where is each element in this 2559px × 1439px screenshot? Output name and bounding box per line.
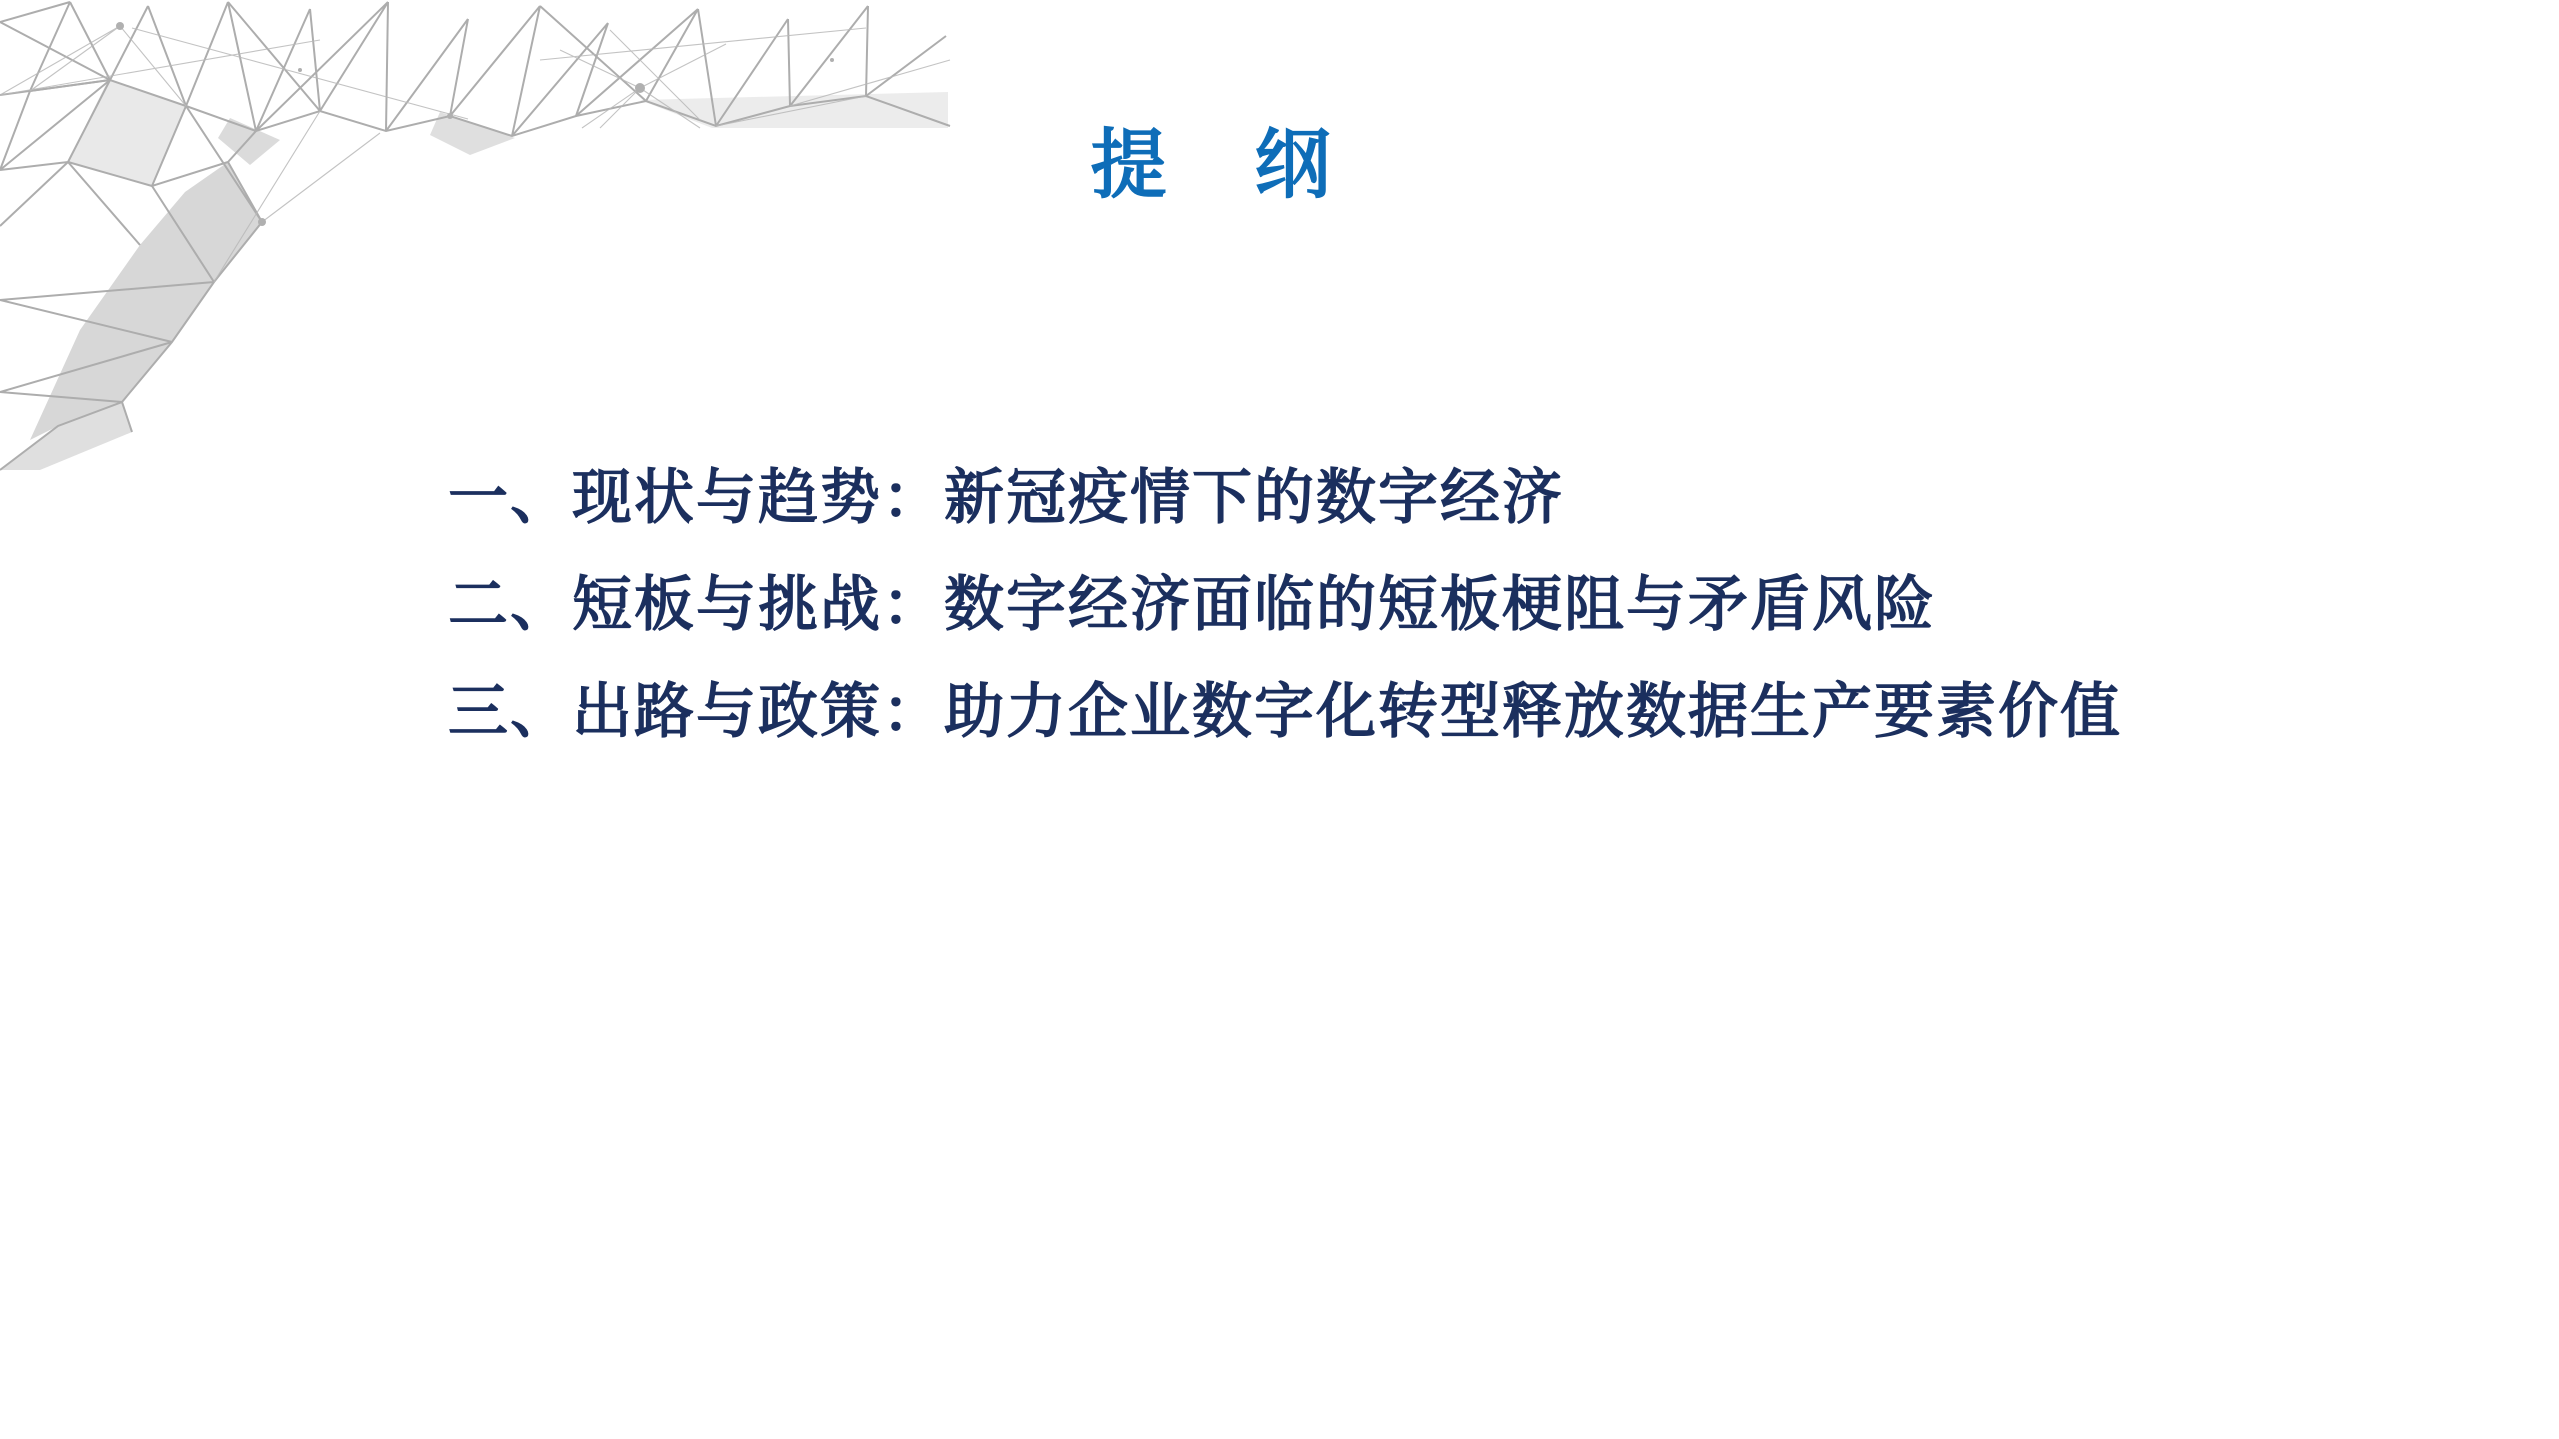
slide-title: 提 纲	[1090, 123, 1337, 208]
network-mesh-decoration-icon	[0, 0, 952, 480]
outline-item-2: 二、短板与挑战：数字经济面临的短板梗阻与矛盾风险	[448, 571, 1936, 638]
outline-item-3: 三、出路与政策：助力企业数字化转型释放数据生产要素价值	[448, 678, 2122, 745]
outline-item-1: 一、现状与趋势：新冠疫情下的数字经济	[448, 464, 1564, 531]
outline-list	[448, 444, 2122, 765]
